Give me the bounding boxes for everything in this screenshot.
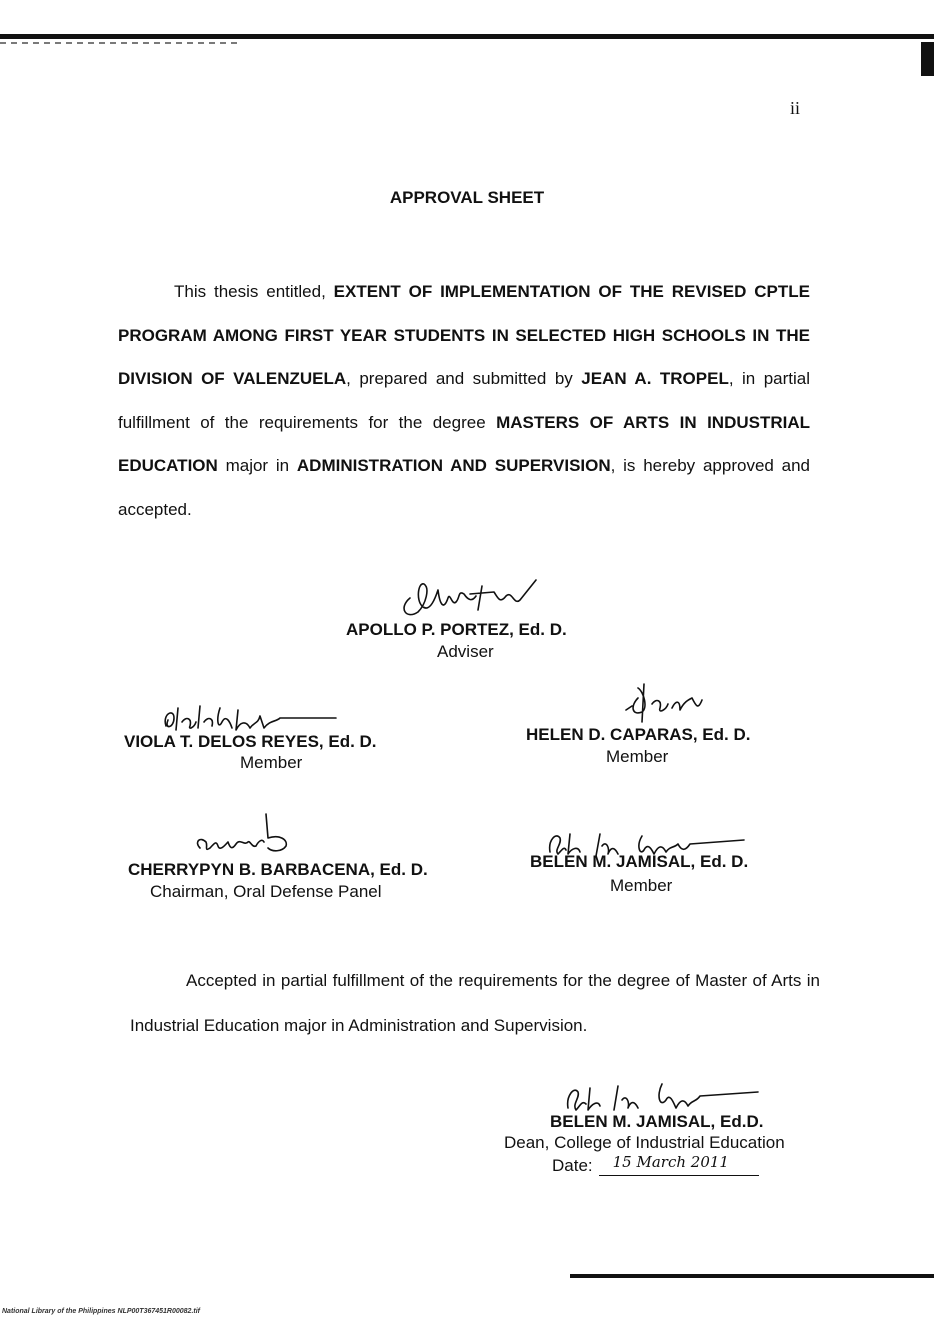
chairman-name: CHERRYPYN B. BARBACENA, Ed. D. (128, 860, 428, 879)
adviser-signature (396, 576, 546, 626)
dean-role: Dean, College of Industrial Education (504, 1133, 785, 1152)
date-value: 15 March 2011 (612, 1153, 729, 1171)
page-title: APPROVAL SHEET (389, 188, 545, 207)
date-line (599, 1155, 759, 1176)
chairman-signature (192, 812, 302, 858)
scan-noise-top (0, 42, 240, 44)
scan-border-right (921, 42, 934, 76)
member-left-name: VIOLA T. DELOS REYES, Ed. D. (124, 732, 377, 751)
author-name: JEAN A. TROPEL (581, 369, 729, 389)
major-text: major in (217, 456, 297, 476)
acceptance-paragraph: Accepted in partial fulfillment of the requirements for the degree of Master of Arts in Industrial Education major in Administration and Supervision. (130, 971, 820, 1035)
degree-name: MASTERS OF ARTS IN INDUSTRIAL EDUCATION (118, 412, 811, 476)
prepared-text: , prepared and submitted by (346, 369, 582, 389)
member-bottom-name: BELEN M. JAMISAL, Ed. D. (530, 852, 749, 871)
footer-source: National Library of the Philippines NLP00T367451R00082.tif (2, 1308, 201, 1315)
approval-paragraph (118, 270, 810, 532)
date-row (552, 1155, 759, 1176)
member-right-name: HELEN D. CAPARAS, Ed. D. (526, 725, 751, 744)
member-left-role: Member (240, 753, 303, 772)
partial-text: , in partial fulfillment of the requirements for the degree (118, 369, 810, 432)
adviser-name: APOLLO P. PORTEZ, Ed. D. (346, 620, 567, 639)
member-bottom-role: Member (610, 876, 673, 895)
scan-border-bottom (570, 1274, 934, 1278)
dean-name: BELEN M. JAMISAL, Ed.D. (550, 1112, 764, 1131)
scan-border-top (0, 34, 934, 39)
chairman-role: Chairman, Oral Defense Panel (150, 882, 382, 901)
adviser-role: Adviser (437, 642, 494, 661)
date-label: Date: (552, 1156, 593, 1175)
thesis-title: EXTENT OF IMPLEMENTATION OF THE REVISED CPTLE PROGRAM AMONG FIRST YEAR STUDENTS IN SELECTED HIGH SCHOOLS IN THE DIVISION OF VALENZUELA (118, 282, 810, 389)
closing-text: , is hereby approved and accepted. (118, 456, 810, 519)
member-right-role: Member (606, 747, 669, 766)
page-number: ii (790, 98, 801, 118)
intro-text: This thesis entitled, (174, 282, 334, 301)
major-name: ADMINISTRATION AND SUPERVISION (296, 456, 611, 476)
